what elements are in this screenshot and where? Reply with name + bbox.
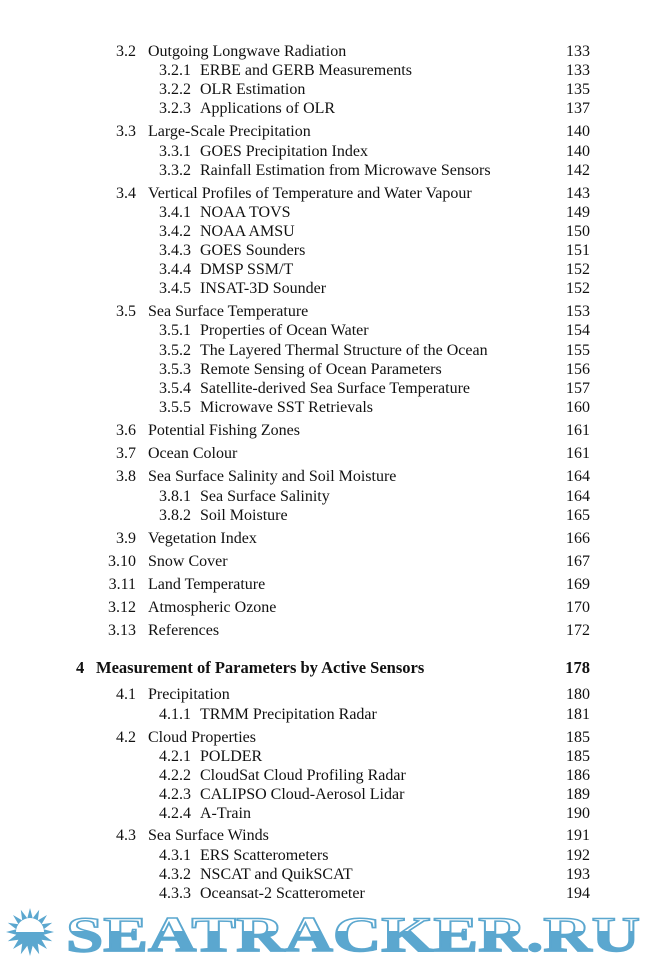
entry-page: 178 xyxy=(565,658,590,677)
entry-title: A-Train xyxy=(200,805,251,822)
toc-subsection[interactable] xyxy=(0,162,652,180)
entry-page: 185 xyxy=(566,748,590,765)
entry-title: Potential Fishing Zones xyxy=(148,422,300,439)
entry-page: 193 xyxy=(566,866,590,883)
toc-section[interactable] xyxy=(0,43,652,61)
toc-section[interactable] xyxy=(0,530,652,548)
entry-page: 167 xyxy=(566,553,590,570)
entry-page: 160 xyxy=(566,399,590,416)
entry-number: 4.2.1 xyxy=(159,748,191,765)
entry-page: 191 xyxy=(566,827,590,844)
toc-section[interactable] xyxy=(0,185,652,203)
entry-page: 164 xyxy=(566,488,590,505)
entry-title: Remote Sensing of Ocean Parameters xyxy=(200,361,442,378)
entry-number: 4.3.1 xyxy=(159,847,191,864)
entry-number: 4 xyxy=(76,658,85,677)
entry-number: 3.8 xyxy=(116,468,136,485)
toc-section[interactable] xyxy=(0,599,652,617)
entry-page: 151 xyxy=(566,242,590,259)
toc-subsection[interactable] xyxy=(0,322,652,340)
entry-number: 4.2.3 xyxy=(159,786,191,803)
entry-title: CALIPSO Cloud-Aerosol Lidar xyxy=(200,786,405,803)
entry-number: 3.9 xyxy=(116,530,136,547)
entry-page: 186 xyxy=(566,767,590,784)
entry-title: NSCAT and QuikSCAT xyxy=(200,866,353,883)
toc-section[interactable] xyxy=(0,445,652,463)
toc-subsection[interactable] xyxy=(0,62,652,80)
entry-title: NOAA TOVS xyxy=(200,204,291,221)
toc-section[interactable] xyxy=(0,827,652,845)
entry-title: POLDER xyxy=(200,748,263,765)
entry-page: 170 xyxy=(566,599,590,616)
toc-subsection[interactable] xyxy=(0,866,652,884)
toc-subsection[interactable] xyxy=(0,280,652,298)
entry-title: Vertical Profiles of Temperature and Water Vapour xyxy=(148,185,472,202)
entry-page: 192 xyxy=(566,847,590,864)
entry-page: 153 xyxy=(566,303,590,320)
entry-number: 3.3.1 xyxy=(159,143,191,160)
entry-title: Rainfall Estimation from Microwave Sensors xyxy=(200,162,491,179)
entry-number: 3.5 xyxy=(116,303,136,320)
entry-title: Sea Surface Winds xyxy=(148,827,269,844)
entry-number: 3.2.1 xyxy=(159,62,191,79)
entry-title: Applications of OLR xyxy=(200,100,336,117)
entry-page: 142 xyxy=(566,162,590,179)
sun-logo-icon xyxy=(6,908,54,956)
entry-number: 3.5.5 xyxy=(159,399,191,416)
entry-title: Satellite-derived Sea Surface Temperature xyxy=(200,380,471,397)
entry-page: 137 xyxy=(566,100,590,117)
toc-subsection[interactable] xyxy=(0,706,652,724)
entry-number: 4.2 xyxy=(116,729,136,746)
entry-number: 3.2 xyxy=(116,43,136,60)
toc-subsection[interactable] xyxy=(0,361,652,379)
entry-page: 157 xyxy=(566,380,590,397)
entry-number: 3.4.5 xyxy=(159,280,191,297)
entry-number: 3.3.2 xyxy=(159,162,191,179)
entry-number: 3.8.2 xyxy=(159,507,191,524)
toc-subsection[interactable] xyxy=(0,100,652,118)
entry-page: 149 xyxy=(566,204,590,221)
entry-page: 140 xyxy=(566,123,590,140)
entry-title: CloudSat Cloud Profiling Radar xyxy=(200,767,406,784)
entry-number: 4.2.2 xyxy=(159,767,191,784)
entry-page: 143 xyxy=(566,185,590,202)
entry-number: 4.1 xyxy=(116,686,136,703)
entry-page: 165 xyxy=(566,507,590,524)
entry-title: Oceansat-2 Scatterometer xyxy=(200,885,365,902)
entry-page: 190 xyxy=(566,805,590,822)
toc-subsection[interactable] xyxy=(0,242,652,260)
entry-number: 3.5.3 xyxy=(159,361,191,378)
entry-title: Cloud Properties xyxy=(148,729,256,746)
toc-section[interactable] xyxy=(0,686,652,704)
toc-section[interactable] xyxy=(0,422,652,440)
toc-section[interactable] xyxy=(0,729,652,747)
entry-page: 156 xyxy=(566,361,590,378)
toc-subsection[interactable] xyxy=(0,261,652,279)
toc-subsection[interactable] xyxy=(0,81,652,99)
entry-title: INSAT-3D Sounder xyxy=(200,280,327,297)
entry-title: NOAA AMSU xyxy=(200,223,295,240)
entry-number: 3.12 xyxy=(108,599,136,616)
toc-subsection[interactable] xyxy=(0,847,652,865)
entry-page: 166 xyxy=(566,530,590,547)
entry-page: 189 xyxy=(566,786,590,803)
entry-number: 3.8.1 xyxy=(159,488,191,505)
toc-section[interactable] xyxy=(0,576,652,594)
toc-subsection[interactable] xyxy=(0,223,652,241)
entry-page: 152 xyxy=(566,280,590,297)
toc-subsection[interactable] xyxy=(0,399,652,417)
entry-number: 4.1.1 xyxy=(159,706,191,723)
entry-number: 3.13 xyxy=(108,622,136,639)
toc-subsection[interactable] xyxy=(0,767,652,785)
entry-number: 3.4 xyxy=(116,185,136,202)
entry-title: Sea Surface Salinity and Soil Moisture xyxy=(148,468,397,485)
entry-number: 3.2.3 xyxy=(159,100,191,117)
entry-page: 155 xyxy=(566,342,590,359)
toc-subsection[interactable] xyxy=(0,488,652,506)
entry-title: Measurement of Parameters by Active Sensors xyxy=(96,658,425,677)
entry-title: Vegetation Index xyxy=(148,530,257,547)
entry-page: 185 xyxy=(566,729,590,746)
entry-title: DMSP SSM/T xyxy=(200,261,294,278)
entry-title: Outgoing Longwave Radiation xyxy=(148,43,347,60)
entry-title: GOES Sounders xyxy=(200,242,306,259)
entry-number: 3.5.4 xyxy=(159,380,191,397)
entry-page: 150 xyxy=(566,223,590,240)
toc-subsection[interactable] xyxy=(0,786,652,804)
entry-page: 161 xyxy=(566,422,590,439)
entry-page: 133 xyxy=(566,62,590,79)
entry-number: 3.4.1 xyxy=(159,204,191,221)
entry-title: TRMM Precipitation Radar xyxy=(200,706,377,723)
entry-number: 4.2.4 xyxy=(159,805,191,822)
entry-page: 164 xyxy=(566,468,590,485)
entry-page: 152 xyxy=(566,261,590,278)
entry-title: The Layered Thermal Structure of the Ocean xyxy=(200,342,488,359)
entry-title: Soil Moisture xyxy=(200,507,288,524)
entry-page: 169 xyxy=(566,576,590,593)
entry-number: 4.3.3 xyxy=(159,885,191,902)
entry-page: 133 xyxy=(566,43,590,60)
entry-page: 194 xyxy=(566,885,590,902)
entry-number: 3.6 xyxy=(116,422,136,439)
toc-subsection[interactable] xyxy=(0,342,652,360)
entry-title: Precipitation xyxy=(148,686,230,703)
entry-number: 3.10 xyxy=(108,553,136,570)
entry-title: References xyxy=(148,622,220,639)
entry-number: 3.7 xyxy=(116,445,136,462)
entry-title: OLR Estimation xyxy=(200,81,306,98)
entry-title: Ocean Colour xyxy=(148,445,238,462)
toc-section[interactable] xyxy=(0,553,652,571)
entry-title: ERBE and GERB Measurements xyxy=(200,62,412,79)
entry-page: 181 xyxy=(566,706,590,723)
toc-subsection[interactable] xyxy=(0,885,652,903)
toc-subsection[interactable] xyxy=(0,748,652,766)
entry-title: Atmospheric Ozone xyxy=(148,599,277,616)
entry-title: Land Temperature xyxy=(148,576,266,593)
entry-title: Sea Surface Temperature xyxy=(148,303,309,320)
toc-section[interactable] xyxy=(0,303,652,321)
entry-title: Sea Surface Salinity xyxy=(200,488,330,505)
entry-page: 154 xyxy=(566,322,590,339)
entry-title: ERS Scatterometers xyxy=(200,847,329,864)
entry-page: 161 xyxy=(566,445,590,462)
toc-subsection[interactable] xyxy=(0,380,652,398)
toc-section[interactable] xyxy=(0,468,652,486)
entry-page: 135 xyxy=(566,81,590,98)
entry-number: 3.11 xyxy=(108,576,136,593)
entry-page: 180 xyxy=(566,686,590,703)
entry-title: Microwave SST Retrievals xyxy=(200,399,374,416)
entry-title: Snow Cover xyxy=(148,553,228,570)
toc-subsection[interactable] xyxy=(0,204,652,222)
entry-page: 140 xyxy=(566,143,590,160)
toc-chapter[interactable] xyxy=(0,659,652,677)
watermark xyxy=(0,907,652,957)
entry-title: Large-Scale Precipitation xyxy=(148,123,311,140)
entry-number: 3.2.2 xyxy=(159,81,191,98)
entry-number: 3.5.1 xyxy=(159,322,191,339)
entry-title: Properties of Ocean Water xyxy=(200,322,369,339)
entry-number: 3.4.4 xyxy=(159,261,191,278)
entry-number: 3.5.2 xyxy=(159,342,191,359)
toc-subsection[interactable] xyxy=(0,507,652,525)
toc-section[interactable] xyxy=(0,123,652,141)
entry-number: 3.4.2 xyxy=(159,223,191,240)
entry-number: 4.3.2 xyxy=(159,866,191,883)
toc-subsection[interactable] xyxy=(0,805,652,823)
watermark-text: SEATRACKER.RU xyxy=(66,907,640,957)
entry-number: 3.3 xyxy=(116,123,136,140)
entry-number: 4.3 xyxy=(116,827,136,844)
entry-title: GOES Precipitation Index xyxy=(200,143,368,160)
toc-section[interactable] xyxy=(0,622,652,640)
entry-number: 3.4.3 xyxy=(159,242,191,259)
toc-subsection[interactable] xyxy=(0,143,652,161)
entry-page: 172 xyxy=(566,622,590,639)
